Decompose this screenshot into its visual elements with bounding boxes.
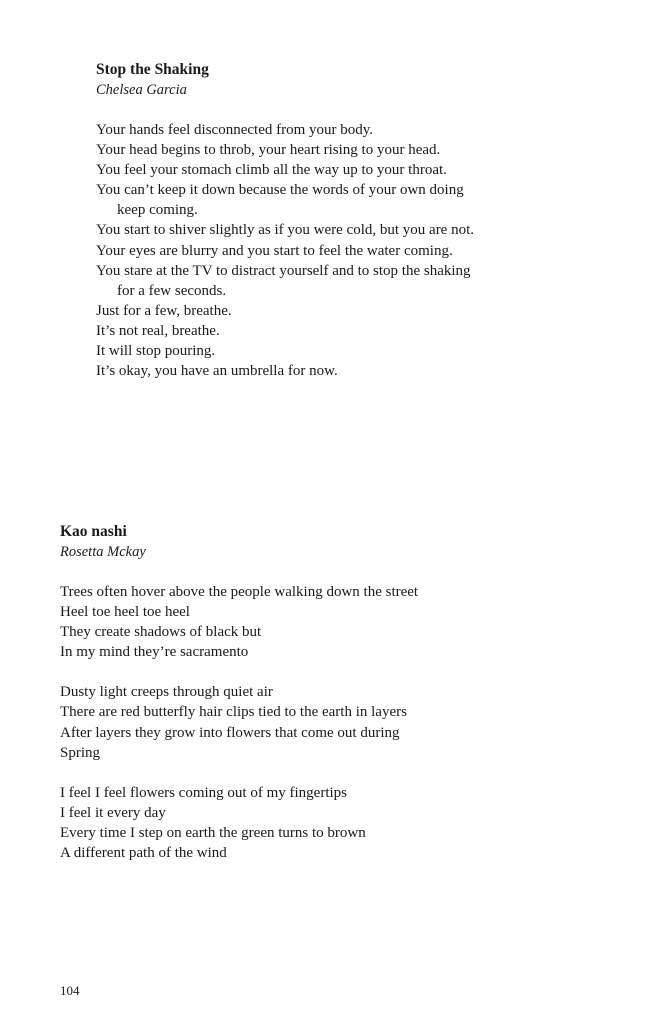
poem-line: Your head begins to throb, your heart rising to your head. — [96, 142, 441, 159]
poem-line: In my mind they’re sacramento — [60, 644, 249, 661]
poem-line: You can’t keep it down because the words of your own doing — [96, 182, 464, 199]
page-number: 104 — [60, 983, 80, 998]
poem-line: Every time I step on earth the green turns to brown — [60, 824, 366, 841]
poem-title: Stop the Shaking — [96, 61, 209, 78]
stanza — [60, 783, 418, 863]
poem-kao-nashi — [60, 522, 418, 883]
poem-line-continuation: keep coming. — [117, 202, 198, 219]
poem-line: I feel I feel flowers coming out of my fingertips — [60, 784, 347, 801]
poem-line: It will stop pouring. — [96, 343, 216, 360]
poem-line: You start to shiver slightly as if you were cold, but you are not. — [96, 222, 475, 239]
stanza — [60, 582, 418, 662]
poem-line: Your eyes are blurry and you start to feel the water coming. — [96, 242, 453, 259]
poem-author: Rosetta Mckay — [60, 544, 146, 560]
poem-line: Heel toe heel toe heel — [60, 604, 190, 621]
poem-line: Spring — [60, 744, 101, 761]
poem-line: It’s not real, breathe. — [96, 322, 220, 339]
poem-line: You feel your stomach climb all the way up to your throat. — [96, 162, 447, 179]
poem-line: Dusty light creeps through quiet air — [60, 684, 273, 701]
poem-author: Chelsea Garcia — [96, 82, 187, 98]
poem-line: A different path of the wind — [60, 845, 227, 862]
poem-line: Just for a few, breathe. — [96, 302, 232, 319]
poem-title: Kao nashi — [60, 523, 127, 540]
poem-stop-the-shaking — [96, 60, 474, 401]
stanza — [60, 682, 418, 762]
poem-line: There are red butterfly hair clips tied to the earth in layers — [60, 704, 407, 721]
poem-line: After layers they grow into flowers that come out during — [60, 724, 400, 741]
poem-line: I feel it every day — [60, 804, 166, 821]
poem-line: They create shadows of black but — [60, 624, 262, 641]
poem-line: You stare at the TV to distract yourself and to stop the shaking — [96, 262, 471, 279]
poem-line: It’s okay, you have an umbrella for now. — [96, 363, 338, 380]
stanza — [96, 120, 474, 381]
poem-line-continuation: for a few seconds. — [117, 282, 227, 299]
poem-line: Trees often hover above the people walking down the street — [60, 584, 419, 600]
poem-line: Your hands feel disconnected from your body. — [96, 122, 374, 138]
